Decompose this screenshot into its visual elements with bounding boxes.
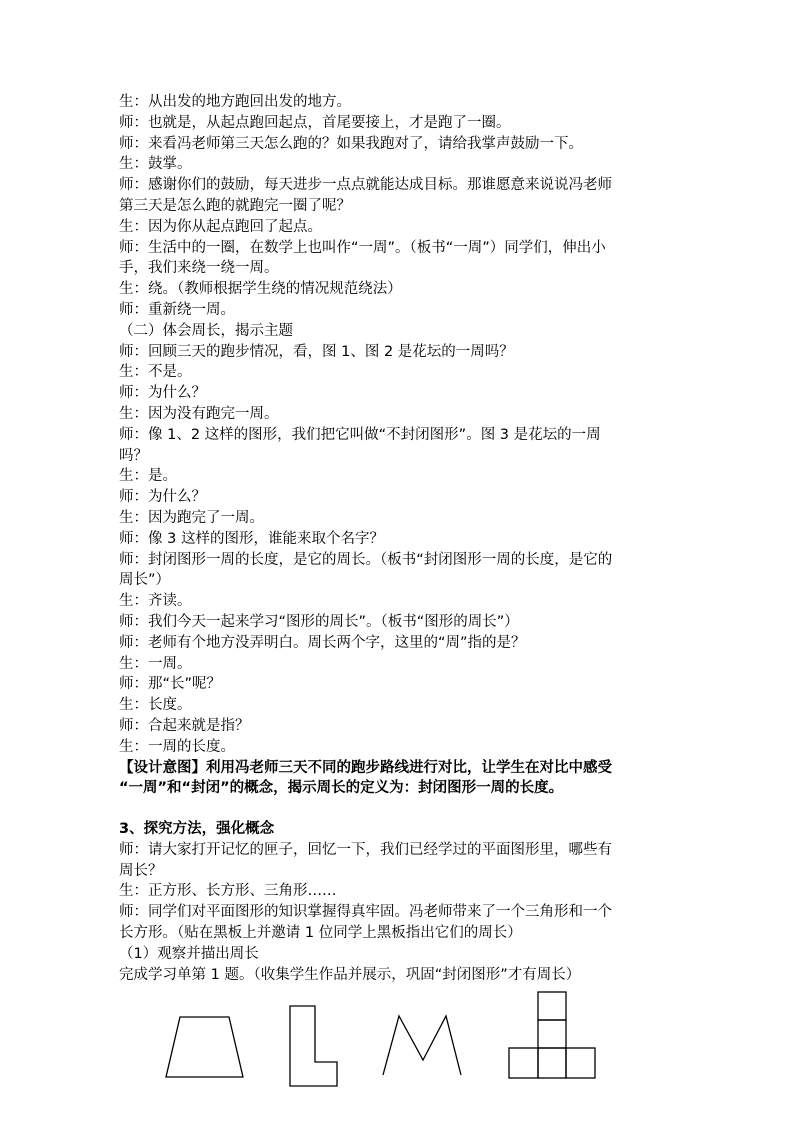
trapezoid-figure bbox=[166, 1017, 243, 1077]
text-line: 生：因为跑完了一周。 bbox=[119, 509, 264, 526]
text-line: 长方形。（贴在黑板上并邀请 1 位同学上黑板指出它们的周长） bbox=[119, 925, 522, 942]
text-line: 师：那“长”呢？ bbox=[119, 676, 222, 693]
text-line: 师：生活中的一圈，在数学上也叫作“一周”。（板书“一周”）同学们，伸出小 bbox=[119, 239, 606, 256]
text-line: 生：是。 bbox=[119, 468, 177, 485]
text-line: 生：齐读。 bbox=[119, 593, 192, 610]
text-line: 师：为什么？ bbox=[119, 489, 206, 506]
text-line: 生：绕。（教师根据学生绕的情况规范绕法） bbox=[119, 281, 402, 298]
text-line: 吗？ bbox=[119, 447, 148, 464]
text-line: 师：合起来就是指？ bbox=[119, 717, 250, 734]
text-line: 生：一周。 bbox=[119, 655, 192, 672]
text-line: 第三天是怎么跑的就跑完一圈了呢？ bbox=[119, 197, 351, 214]
document-body bbox=[119, 92, 679, 985]
text-line: 周长？ bbox=[119, 862, 163, 879]
l-shape-figure bbox=[290, 1006, 337, 1086]
text-line: 师：像 1、2 这样的图形，我们把它叫做“不封闭图形”。图 3 是花坛的一周 bbox=[119, 426, 601, 443]
text-line: 师：像 3 这样的图形，谁能来取个名字？ bbox=[119, 530, 384, 547]
text-line: 师：感谢你们的鼓励，每天进步一点点就能达成目标。那谁愿意来说说冯老师 bbox=[119, 177, 612, 194]
m-shape-open-figure bbox=[383, 1016, 461, 1075]
design-intent-line: 【设计意图】利用冯老师三天不同的跑步路线进行对比，让学生在对比中感受 bbox=[119, 759, 612, 776]
subsection-heading: （二）体会周长，揭示主题 bbox=[119, 322, 293, 339]
text-line: 师：封闭图形一周的长度，是它的周长。（板书“封闭图形一周的长度，是它的 bbox=[119, 551, 613, 568]
text-line: 周长”） bbox=[119, 572, 171, 589]
section-heading: 3、探究方法，强化概念 bbox=[119, 821, 275, 838]
text-line: 师：我们今天一起来学习“图形的周长”。（板书“图形的周长”） bbox=[119, 613, 519, 630]
text-line: 师：请大家打开记忆的匣子，回忆一下，我们已经学过的平面图形里，哪些有 bbox=[119, 841, 612, 858]
text-line: 师：重新绕一周。 bbox=[119, 301, 235, 318]
text-line: 师：来看冯老师第三天怎么跑的？如果我跑对了，请给我掌声鼓励一下。 bbox=[119, 135, 583, 152]
text-line: 师：也就是，从起点跑回起点，首尾要接上，才是跑了一圈。 bbox=[119, 114, 511, 131]
text-line: 完成学习单第 1 题。（收集学生作品并展示，巩固“封闭图形”才有周长） bbox=[119, 966, 581, 983]
text-line: 手，我们来绕一绕一周。 bbox=[119, 260, 279, 277]
design-intent-line: “一周”和“封闭”的概念，揭示周长的定义为：封闭图形一周的长度。 bbox=[119, 780, 564, 797]
text-line: 师：同学们对平面图形的知识掌握得真牢固。冯老师带来了一个三角形和一个 bbox=[119, 904, 612, 921]
text-line: 生：从出发的地方跑回出发的地方。 bbox=[119, 94, 351, 110]
worksheet-figures bbox=[0, 985, 794, 1095]
subsection-heading: （1）观察并描出周长 bbox=[119, 945, 259, 962]
text-line: 生：因为没有跑完一周。 bbox=[119, 405, 279, 422]
square-tiles-figure bbox=[509, 992, 595, 1078]
text-line: 生：不是。 bbox=[119, 364, 192, 381]
text-line: 师：老师有个地方没弄明白。周长两个字，这里的“周”指的是？ bbox=[119, 634, 526, 651]
text-line: 生：鼓掌。 bbox=[119, 156, 192, 173]
text-line: 生：一周的长度。 bbox=[119, 738, 235, 755]
text-line: 生：正方形、长方形、三角形…… bbox=[119, 883, 337, 900]
text-line: 师：为什么？ bbox=[119, 385, 206, 402]
text-line: 生：长度。 bbox=[119, 697, 192, 714]
blank-line bbox=[119, 799, 679, 819]
text-line: 生：因为你从起点跑回了起点。 bbox=[119, 218, 322, 235]
text-line: 师：回顾三天的跑步情况，看，图 1、图 2 是花坛的一周吗？ bbox=[119, 343, 514, 360]
